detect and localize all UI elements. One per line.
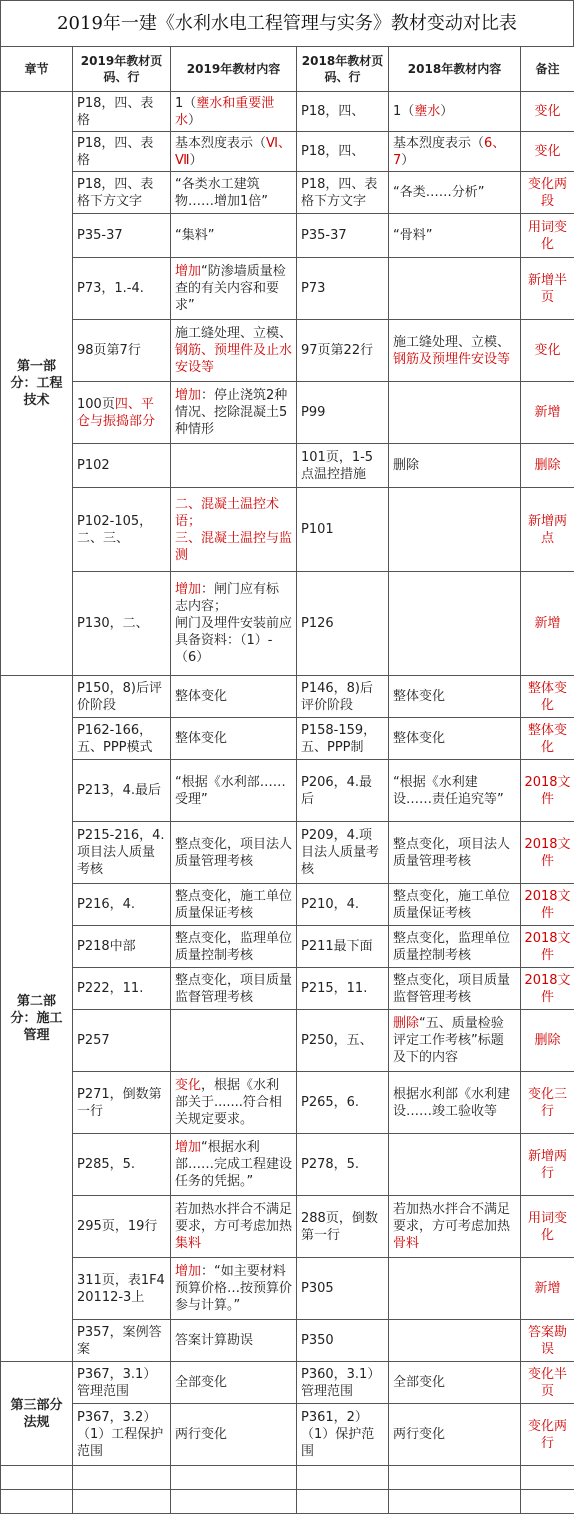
empty-row xyxy=(1,1490,574,1514)
page-2019-cell: P257 xyxy=(73,1010,171,1072)
content-2019-cell xyxy=(171,1134,297,1196)
cell-text: ：闸门应有标志内容； xyxy=(175,582,280,614)
empty-cell xyxy=(297,1490,389,1514)
content-2019-cell xyxy=(171,822,297,884)
empty-cell xyxy=(1,1490,73,1514)
cell-text: 闸门及埋件安装前应具备资料：（1）-（6） xyxy=(175,616,293,665)
content-2018-cell xyxy=(389,1134,521,1196)
empty-cell xyxy=(171,1466,297,1490)
page-2019-cell: P367，3.1）管理范围 xyxy=(73,1362,171,1404)
page-2019-cell: P213，4.最后 xyxy=(73,760,171,822)
cell-text: 若加热水拌合不满足要求，方可考虑加热 xyxy=(393,1202,511,1234)
page-2019-cell: P73，1.-4. xyxy=(73,258,171,320)
cell-text: 整体变化 xyxy=(393,731,446,746)
page-2018-cell: P18，四、 xyxy=(297,132,389,172)
page-2019-cell: P216，4. xyxy=(73,884,171,926)
header-2019-content: 2019年教材内容 xyxy=(171,47,297,92)
content-2018-cell xyxy=(389,92,521,132)
note-cell: 变化半页 xyxy=(521,1362,574,1404)
note-cell: 2018文件 xyxy=(521,968,574,1010)
table-row xyxy=(1,760,574,822)
note-cell: 整体变化 xyxy=(521,718,574,760)
cell-text: 基本烈度表示（ xyxy=(175,135,267,151)
content-2019-cell xyxy=(171,718,297,760)
table-row xyxy=(1,968,574,1010)
note-cell: 变化两行 xyxy=(521,1404,574,1466)
page-2019-cell: P285，5. xyxy=(73,1134,171,1196)
header-2019-page: 2019年教材页码、行 xyxy=(73,47,171,92)
highlight-text: 6、7 xyxy=(393,135,506,168)
page-2018-cell: 288页，倒数第一行 xyxy=(297,1196,389,1258)
content-2018-cell xyxy=(389,172,521,214)
content-2018-cell xyxy=(389,1258,521,1320)
content-2018-cell xyxy=(389,214,521,258)
highlight-text: 增加 xyxy=(175,264,202,279)
note-cell: 删除 xyxy=(521,444,574,488)
cell-text: “骨料” xyxy=(393,228,433,243)
highlight-text: 变化 xyxy=(175,1078,202,1093)
cell-text: 全部变化 xyxy=(175,1375,228,1390)
table-row xyxy=(1,172,574,214)
cell-text: 两行变化 xyxy=(393,1427,446,1442)
content-2019-cell xyxy=(171,258,297,320)
table-row xyxy=(1,92,574,132)
content-2018-cell xyxy=(389,822,521,884)
table-row xyxy=(1,132,574,172)
cell-text: 整点变化，施工单位质量保证考核 xyxy=(175,888,293,921)
content-2019-cell xyxy=(171,572,297,676)
content-2019-cell xyxy=(171,926,297,968)
cell-text: ） xyxy=(440,104,454,119)
content-2019-cell xyxy=(171,1010,297,1072)
content-2019-cell xyxy=(171,1072,297,1134)
cell-text: 100页 xyxy=(77,396,115,412)
table-row xyxy=(1,444,574,488)
content-2018-cell xyxy=(389,1320,521,1362)
content-2019-cell xyxy=(171,444,297,488)
cell-text: 整体变化 xyxy=(393,689,446,704)
table-row xyxy=(1,676,574,718)
page-2018-cell: P158-159，五、PPP制 xyxy=(297,718,389,760)
content-2019-cell xyxy=(171,1320,297,1362)
cell-text: ：“如主要材料预算价格…按预算价参与计算。” xyxy=(175,1264,293,1313)
table-row xyxy=(1,1010,574,1072)
cell-text: 整点变化，项目质量监督管理考核 xyxy=(175,972,293,1005)
content-2018-cell xyxy=(389,760,521,822)
page-2019-cell: P357，案例答案 xyxy=(73,1320,171,1362)
page-2018-cell: P361，2）（1）保护范围 xyxy=(297,1404,389,1466)
cell-text: 两行变化 xyxy=(175,1427,228,1442)
page-2018-cell: P211最下面 xyxy=(297,926,389,968)
highlight-text: 钢筋、预埋件及止水安设等 xyxy=(175,343,293,375)
page-title: 2019年一建《水利水电工程管理与实务》教材变动对比表 xyxy=(0,0,574,46)
highlight-text: 三、混凝土温控与监测 xyxy=(175,530,293,563)
content-2019-cell xyxy=(171,214,297,258)
page-2019-cell: 295页，19行 xyxy=(73,1196,171,1258)
page-2019-cell: P102-105，二、三、 xyxy=(73,488,171,572)
empty-row xyxy=(1,1466,574,1490)
note-cell: 用词变化 xyxy=(521,1196,574,1258)
note-cell: 变化两段 xyxy=(521,172,574,214)
page-2019-cell: P215-216，4.项目法人质量考核 xyxy=(73,822,171,884)
empty-cell xyxy=(521,1490,574,1514)
table-row xyxy=(1,1072,574,1134)
content-2018-cell xyxy=(389,258,521,320)
content-2019-cell xyxy=(171,676,297,718)
page-2019-cell: P162-166，五、PPP模式 xyxy=(73,718,171,760)
page-2019-cell: P102 xyxy=(73,444,171,488)
cell-text: 整点变化，监理单位质量控制考核 xyxy=(393,930,511,963)
content-2018-cell xyxy=(389,488,521,572)
content-2019-cell xyxy=(171,1362,297,1404)
highlight-text: 增加 xyxy=(175,1264,202,1279)
table-row xyxy=(1,718,574,760)
content-2018-cell xyxy=(389,718,521,760)
table-row xyxy=(1,382,574,444)
page-2018-cell: P278，5. xyxy=(297,1134,389,1196)
cell-text: 答案计算勘误 xyxy=(175,1333,254,1348)
note-cell: 答案勘误 xyxy=(521,1320,574,1362)
empty-cell xyxy=(73,1466,171,1490)
page-2019-cell: P150，8)后评价阶段 xyxy=(73,676,171,718)
table-body xyxy=(1,92,574,1514)
content-2019-cell xyxy=(171,92,297,132)
cell-text: 施工缝处理、立模、 xyxy=(393,334,511,350)
page-2018-cell: P206，4.最后 xyxy=(297,760,389,822)
highlight-text: 二、混凝土温控术语； xyxy=(175,496,280,529)
cell-text: “防渗墙质量检查的有关内容和要求” xyxy=(175,264,286,313)
empty-cell xyxy=(297,1466,389,1490)
highlight-text: 集料 xyxy=(175,1236,202,1251)
page-2018-cell: P210，4. xyxy=(297,884,389,926)
content-2018-cell xyxy=(389,1072,521,1134)
table-row xyxy=(1,1320,574,1362)
table-row xyxy=(1,884,574,926)
table-row xyxy=(1,1258,574,1320)
note-cell: 用词变化 xyxy=(521,214,574,258)
content-2019-cell xyxy=(171,1404,297,1466)
cell-text: 整点变化，项目质量监督管理考核 xyxy=(393,972,511,1005)
empty-cell xyxy=(389,1466,521,1490)
header-row xyxy=(1,47,574,92)
content-2018-cell xyxy=(389,320,521,382)
header-2018-content: 2018年教材内容 xyxy=(389,47,521,92)
page-2018-cell: P305 xyxy=(297,1258,389,1320)
note-cell: 新增 xyxy=(521,382,574,444)
cell-text: 基本烈度表示（ xyxy=(393,135,485,151)
cell-text: 整点变化，项目法人质量管理考核 xyxy=(393,836,511,869)
content-2019-cell xyxy=(171,760,297,822)
header-note: 备注 xyxy=(521,47,574,92)
cell-text: 1（ xyxy=(393,104,415,119)
content-2019-cell xyxy=(171,1196,297,1258)
note-cell: 整体变化 xyxy=(521,676,574,718)
cell-text: 整体变化 xyxy=(175,689,228,704)
highlight-text: 增加 xyxy=(175,388,202,403)
content-2019-cell xyxy=(171,488,297,572)
page-2019-cell: P18，四、表格下方文字 xyxy=(73,172,171,214)
page-2019-cell: P222，11. xyxy=(73,968,171,1010)
chapter-cell: 第三部分法规 xyxy=(1,1362,73,1466)
page-2018-cell: P73 xyxy=(297,258,389,320)
comparison-table xyxy=(0,46,574,1514)
header-chapter: 章节 xyxy=(1,47,73,92)
content-2019-cell xyxy=(171,320,297,382)
cell-text: “集料” xyxy=(175,228,215,243)
table-row xyxy=(1,926,574,968)
highlight-text: 增加 xyxy=(175,1140,202,1155)
highlight-text: 骨料 xyxy=(393,1236,420,1251)
cell-text: ） xyxy=(401,152,415,168)
header-2018-page: 2018年教材页码、行 xyxy=(297,47,389,92)
note-cell: 删除 xyxy=(521,1010,574,1072)
note-cell: 新增两点 xyxy=(521,488,574,572)
highlight-text: 四、平仓与振捣部分 xyxy=(77,396,156,429)
content-2018-cell xyxy=(389,1010,521,1072)
highlight-text: 删除 xyxy=(393,1016,420,1031)
empty-cell xyxy=(1,1466,73,1490)
note-cell: 新增 xyxy=(521,1258,574,1320)
note-cell: 变化三行 xyxy=(521,1072,574,1134)
note-cell: 2018文件 xyxy=(521,926,574,968)
page-2018-cell: P350 xyxy=(297,1320,389,1362)
page-2018-cell: P126 xyxy=(297,572,389,676)
empty-cell xyxy=(389,1490,521,1514)
cell-text: 整体变化 xyxy=(175,731,228,746)
page-2018-cell: P101 xyxy=(297,488,389,572)
content-2019-cell xyxy=(171,172,297,214)
page-2018-cell: P146，8)后评价阶段 xyxy=(297,676,389,718)
note-cell: 变化 xyxy=(521,132,574,172)
table-row xyxy=(1,320,574,382)
highlight-text: 增加 xyxy=(175,582,202,597)
cell-text: 根据水利部《水利建设……竣工验收等 xyxy=(393,1086,511,1119)
content-2018-cell xyxy=(389,968,521,1010)
content-2019-cell xyxy=(171,1258,297,1320)
cell-text: 整点变化，项目法人质量管理考核 xyxy=(175,836,293,869)
content-2018-cell xyxy=(389,926,521,968)
page-2018-cell: 97页第22行 xyxy=(297,320,389,382)
cell-text: 删除 xyxy=(393,458,420,473)
table-row xyxy=(1,822,574,884)
cell-text: ：停止浇筑2种情况、挖除混凝土5种情形 xyxy=(175,388,288,437)
note-cell: 新增 xyxy=(521,572,574,676)
cell-text: 施工缝处理、立模、 xyxy=(175,326,293,341)
page-2019-cell: P130，二、 xyxy=(73,572,171,676)
table-row xyxy=(1,1196,574,1258)
content-2018-cell xyxy=(389,676,521,718)
cell-text: 若加热水拌合不满足要求，方可考虑加热 xyxy=(175,1202,293,1234)
cell-text: ） xyxy=(189,152,203,168)
page-2019-cell: P218中部 xyxy=(73,926,171,968)
page-2018-cell: P18，四、 xyxy=(297,92,389,132)
chapter-cell: 第二部分：施工管理 xyxy=(1,676,73,1362)
content-2018-cell xyxy=(389,1362,521,1404)
chapter-cell: 第一部分：工程技术 xyxy=(1,92,73,676)
highlight-text: 壅水和重要泄水 xyxy=(175,95,275,128)
content-2018-cell xyxy=(389,1196,521,1258)
page-2018-cell: P360，3.1）管理范围 xyxy=(297,1362,389,1404)
content-2018-cell xyxy=(389,382,521,444)
note-cell: 变化 xyxy=(521,92,574,132)
note-cell: 变化 xyxy=(521,320,574,382)
table-row xyxy=(1,214,574,258)
page-2018-cell: 101页，1-5点温控措施 xyxy=(297,444,389,488)
table-row xyxy=(1,1404,574,1466)
table-row xyxy=(1,1362,574,1404)
page-2019-cell: P271，倒数第一行 xyxy=(73,1072,171,1134)
table-row xyxy=(1,488,574,572)
cell-text: ） xyxy=(188,112,202,128)
cell-text: “五、质量检验评定工作考核”标题及下的内容 xyxy=(393,1016,504,1065)
note-cell: 新增半页 xyxy=(521,258,574,320)
content-2018-cell xyxy=(389,884,521,926)
page-2018-cell: P99 xyxy=(297,382,389,444)
page-2019-cell: P367，3.2）（1）工程保护范围 xyxy=(73,1404,171,1466)
page-2018-cell: P265，6. xyxy=(297,1072,389,1134)
page-2019-cell: P18，四、表格 xyxy=(73,132,171,172)
content-2019-cell xyxy=(171,968,297,1010)
table-row xyxy=(1,1134,574,1196)
cell-text: 全部变化 xyxy=(393,1375,446,1390)
page-2019-cell xyxy=(73,382,171,444)
page-2018-cell: P215，11. xyxy=(297,968,389,1010)
content-2019-cell xyxy=(171,382,297,444)
cell-text: “各类水工建筑物……增加1倍” xyxy=(175,176,269,209)
empty-cell xyxy=(73,1490,171,1514)
content-2018-cell xyxy=(389,132,521,172)
cell-text: 1（ xyxy=(175,95,197,111)
empty-cell xyxy=(171,1490,297,1514)
note-cell: 新增两行 xyxy=(521,1134,574,1196)
highlight-text: 壅水 xyxy=(414,104,441,119)
cell-text: 整点变化，施工单位质量保证考核 xyxy=(393,888,511,921)
page-2018-cell: P209，4.项目法人质量考核 xyxy=(297,822,389,884)
content-2019-cell xyxy=(171,884,297,926)
page-2018-cell: P250，五、 xyxy=(297,1010,389,1072)
note-cell: 2018文件 xyxy=(521,760,574,822)
page-2018-cell: P35-37 xyxy=(297,214,389,258)
cell-text: ，根据《水利部关于.......符合相关规定要求。 xyxy=(175,1078,282,1127)
cell-text: “根据《水利建设……责任追究等” xyxy=(393,774,504,807)
content-2018-cell xyxy=(389,1404,521,1466)
content-2019-cell xyxy=(171,132,297,172)
cell-text: “各类……分析” xyxy=(393,185,485,200)
cell-text: “根据水利部……完成工程建设任务的凭据。” xyxy=(175,1140,293,1189)
highlight-text: Ⅵ、Ⅶ xyxy=(175,135,292,168)
table-row xyxy=(1,258,574,320)
note-cell: 2018文件 xyxy=(521,822,574,884)
cell-text: 整点变化，监理单位质量控制考核 xyxy=(175,930,293,963)
cell-text: “根据《水利部……受理” xyxy=(175,774,286,807)
highlight-text: 钢筋及预埋件安设等 xyxy=(393,351,511,367)
empty-cell xyxy=(521,1466,574,1490)
note-cell: 2018文件 xyxy=(521,884,574,926)
page-2019-cell: 98页第7行 xyxy=(73,320,171,382)
page-2018-cell: P18，四、表格下方文字 xyxy=(297,172,389,214)
table-row xyxy=(1,572,574,676)
page-2019-cell: P18，四、表格 xyxy=(73,92,171,132)
content-2018-cell xyxy=(389,444,521,488)
page-2019-cell: 311页，表1F420112-3上 xyxy=(73,1258,171,1320)
content-2018-cell xyxy=(389,572,521,676)
page-2019-cell: P35-37 xyxy=(73,214,171,258)
